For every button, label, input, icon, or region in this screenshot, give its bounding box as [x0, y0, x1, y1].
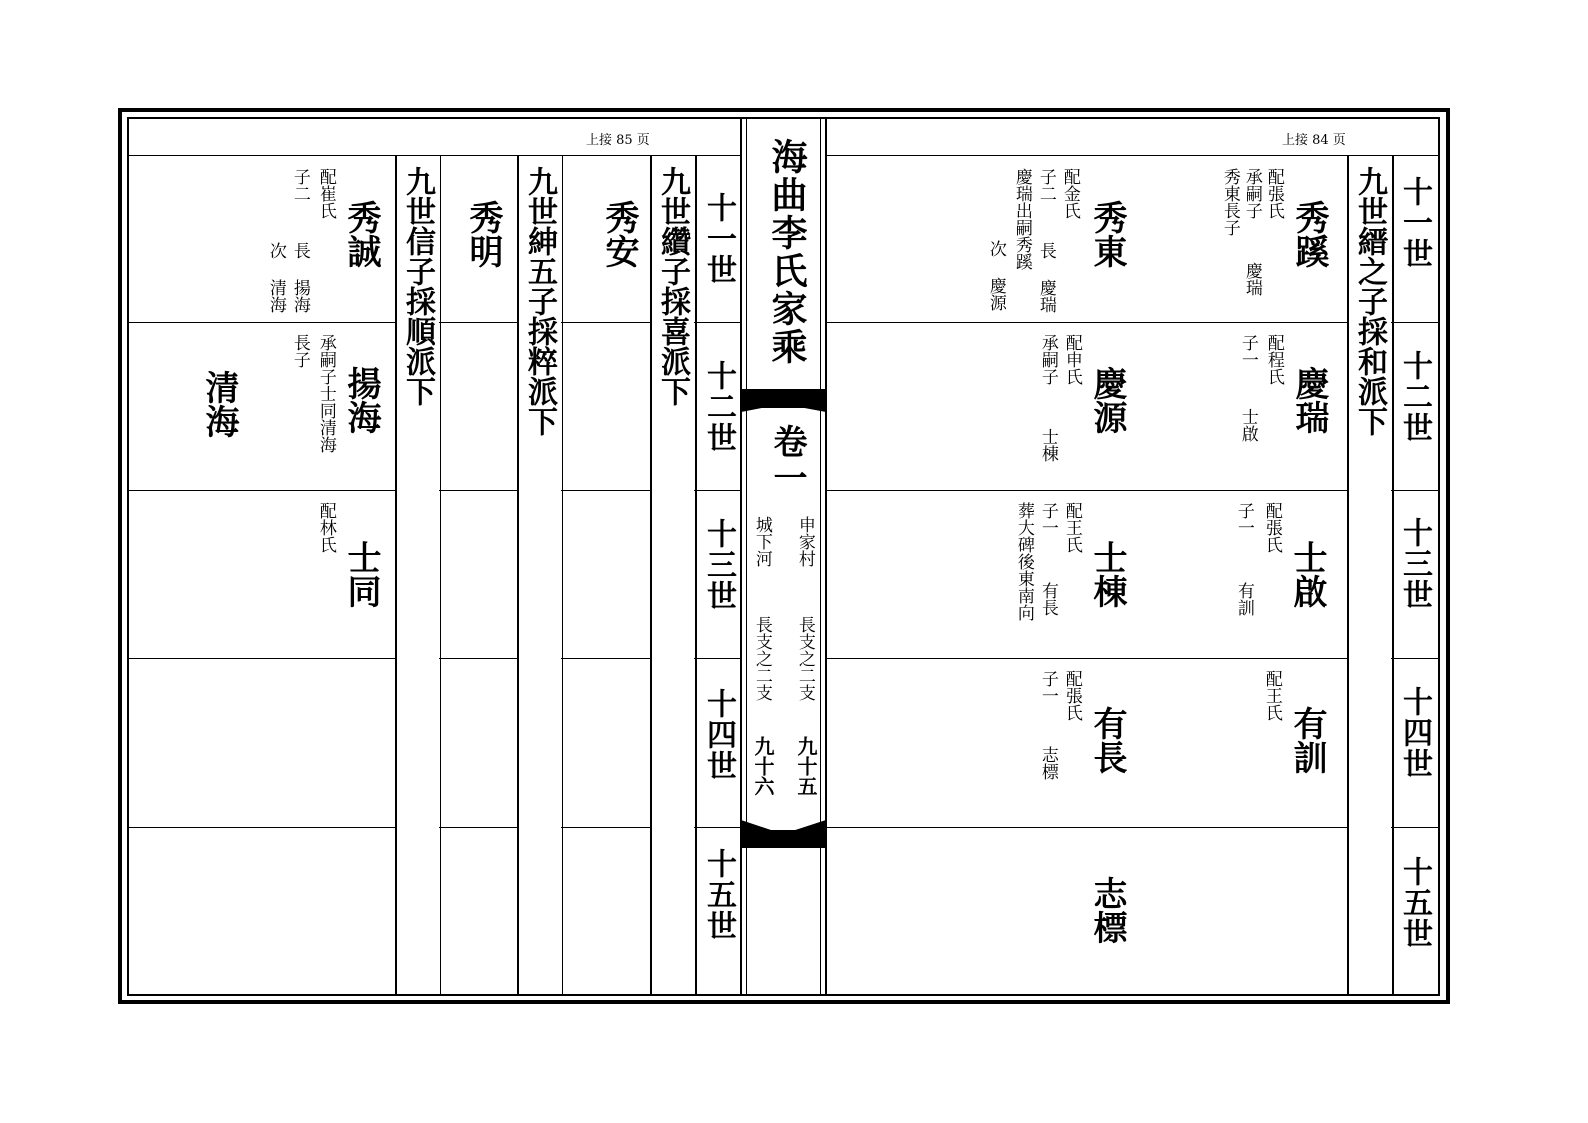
generation-label: 十一世 [701, 192, 736, 285]
person-note: 配王氏 [1061, 502, 1082, 553]
person-note: 配張氏 [1263, 168, 1284, 219]
person-note: 承嗣子士同清海 [315, 334, 336, 453]
col-rule [695, 155, 697, 996]
col-rule [440, 155, 441, 996]
person-name: 秀誠 [341, 200, 381, 268]
spine-page-left: 九十六 [751, 736, 775, 796]
generation-label: 十三世 [701, 518, 736, 611]
person-name: 秀東 [1087, 200, 1127, 268]
person-note: 承嗣子 [1037, 334, 1058, 385]
branch-label: 九世縉之子採和派下 [1352, 166, 1387, 436]
person-note: 子一 [1037, 670, 1058, 704]
person-name: 志標 [1087, 876, 1127, 944]
continue-link-left: 上接 85 页 [586, 133, 650, 148]
person-note: 子二 [289, 168, 310, 202]
branch-label: 九世紳五子採粹派下 [522, 166, 557, 436]
branch-label: 九世纘子採喜派下 [655, 166, 690, 406]
person-note: 有訓 [1233, 582, 1254, 616]
header-rule-left [128, 155, 740, 156]
generation-label: 十一世 [1397, 176, 1432, 269]
continue-link-right: 上接 84 页 [1282, 133, 1346, 148]
person-note: 慶瑞出嗣秀蹊 [1011, 168, 1032, 270]
person-note: 子一 [1233, 502, 1254, 536]
col-rule [1392, 155, 1394, 996]
person-name: 秀明 [463, 200, 503, 268]
person-name: 有訓 [1287, 706, 1327, 774]
person-note: 長 慶瑞 [1035, 242, 1056, 313]
branch-label: 九世信子採順派下 [400, 166, 435, 406]
spine-page-right: 九十五 [794, 736, 818, 796]
person-name: 士棟 [1087, 540, 1127, 608]
person-note: 秀東長子 [1219, 168, 1240, 236]
person-note: 次 慶源 [985, 240, 1006, 311]
person-name: 慶源 [1087, 366, 1127, 434]
person-note: 配程氏 [1263, 334, 1284, 385]
spine-place-left: 城下河 [751, 516, 772, 567]
person-note: 次 清海 [265, 242, 286, 313]
person-name: 士啟 [1287, 540, 1327, 608]
generation-label: 十五世 [701, 848, 736, 941]
generation-label: 十四世 [1397, 686, 1432, 779]
person-name: 有長 [1087, 706, 1127, 774]
person-name: 慶瑞 [1289, 366, 1329, 434]
person-note: 配王氏 [1261, 670, 1282, 721]
spine-place-right: 申家村 [794, 516, 815, 567]
generation-label: 十五世 [1397, 856, 1432, 949]
person-note: 葬大碑後東南向 [1013, 502, 1034, 621]
spine-branch-left: 長支之二支 [751, 616, 772, 701]
person-note: 配林氏 [315, 502, 336, 553]
person-note: 有長 [1037, 582, 1058, 616]
person-note: 配張氏 [1061, 670, 1082, 721]
person-note: 配崔氏 [315, 168, 336, 219]
person-name: 秀蹊 [1289, 200, 1329, 268]
person-note: 士啟 [1237, 408, 1258, 442]
person-note: 子一 [1237, 334, 1258, 368]
generation-label: 十四世 [701, 688, 736, 781]
book-title: 海曲李氏家乘 [766, 138, 808, 366]
generation-label: 十二世 [701, 360, 736, 453]
person-note: 長子 [289, 334, 310, 368]
person-note: 配金氏 [1059, 168, 1080, 219]
generation-label: 十三世 [1397, 517, 1432, 610]
person-note: 長 揚海 [289, 242, 310, 313]
person-note: 配申氏 [1061, 334, 1082, 385]
col-rule [562, 155, 563, 996]
person-note: 子二 [1035, 168, 1056, 202]
person-name: 清海 [199, 370, 239, 438]
person-note: 志標 [1037, 746, 1058, 780]
person-name: 揚海 [341, 366, 381, 434]
person-note: 子一 [1037, 502, 1058, 536]
spine-branch-right: 長支之二支 [794, 616, 815, 701]
person-name: 士同 [341, 540, 381, 608]
person-note: 配張氏 [1261, 502, 1282, 553]
person-name: 秀安 [599, 200, 639, 268]
volume-label: 卷一 [767, 424, 807, 496]
generation-label: 十二世 [1397, 350, 1432, 443]
person-note: 士棟 [1037, 428, 1058, 462]
person-note: 慶瑞 [1241, 262, 1262, 296]
person-note: 承嗣子 [1241, 168, 1262, 219]
